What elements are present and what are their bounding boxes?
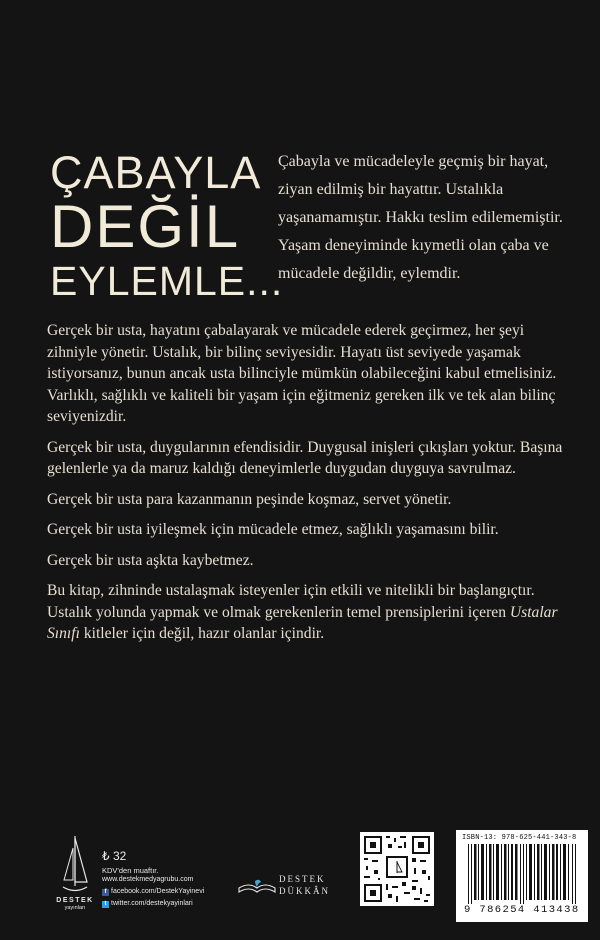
destek-publisher-logo (50, 834, 100, 932)
back-cover-footer (0, 820, 600, 940)
publisher-brand: DESTEK (56, 897, 94, 904)
twitter-link[interactable] (102, 898, 204, 910)
facebook-icon: f (102, 889, 109, 896)
price: ₺ 32 (102, 849, 127, 863)
isbn-label: ISBN-13: 978-625-441-343-8 (462, 834, 577, 842)
facebook-text: facebook.com/DestekYayinevi (111, 888, 205, 895)
barcode-bars (464, 844, 580, 904)
blurb-body (47, 320, 567, 654)
blurb-paragraph-4: Gerçek bir usta iyileşmek için mücadele etmez, sağlıklı yaşamasını bilir. (47, 521, 499, 538)
destek-dukkan-logo (237, 872, 333, 902)
blurb-paragraph-2: Gerçek bir usta, duygularının efendisidir. Duygusal inişleri çıkışları yoktur. Başına gelenlerle ya da maruz kaldığı deneyimlerle duygudan duyguya savrulmaz. (47, 438, 563, 477)
website-text: www.destekmedyagrubu.com (102, 876, 194, 883)
tax-note: KDV'den muaftır. (102, 866, 159, 875)
facebook-link[interactable] (102, 886, 204, 898)
blurb-paragraph-1: Gerçek bir usta, hayatını çabalayarak ve mücadele ederek geçirmez, her şeyi zihniyle yönetir. Ustalık, bir bilinç seviyesidir. Hayatı üst seviyede yaşamak istiyorsanız, bunun ancak usta bilinciyle mümkün olabileceğini kabul etmelisiniz. Varlıklı, sağlıklı ve kaliteli bir yaşam için eğitmeniz gereken ilk ve tek alan bilinç seviyenizdir. (47, 322, 557, 425)
dukkan-line-2: DÜKKÂN (279, 886, 330, 896)
blurb-p6-text-after: kitleler için değil, hazır olanlar içindir. (79, 625, 325, 642)
twitter-icon: t (102, 901, 109, 908)
headline-line-1: ÇABAYLA (50, 147, 262, 198)
blurb-paragraph-3: Gerçek bir usta para kazanmanın peşinde koşmaz, servet yönetir. (47, 490, 452, 508)
sailboat-icon (60, 834, 90, 896)
publisher-subtitle: yayınları (64, 905, 86, 911)
isbn-barcode (456, 830, 588, 922)
qr-code (360, 832, 434, 906)
dukkan-line-1: DESTEK (279, 874, 326, 884)
blurb-paragraph-5: Gerçek bir usta aşkta kaybetmez. (47, 551, 254, 569)
headline-line-2: DEĞİL (50, 193, 241, 260)
blurb-p6-text-before: Bu kitap, zihninde ustalaşmak isteyenler için etkili ve nitelikli bir başlangıçtır. Ustalık yolunda yapmak ve olmak gerekenlerin temel prensiplerini içeren (47, 582, 535, 621)
headline-line-3: EYLEMLE... (50, 258, 284, 304)
open-book-icon (237, 878, 277, 896)
cover-headline (50, 147, 284, 304)
blurb-paragraph-6 (47, 580, 567, 645)
website-link[interactable] (102, 874, 204, 886)
publisher-links (102, 874, 204, 910)
book-title-italic: Ustalar Sınıfı (47, 603, 558, 642)
price-block (102, 847, 158, 875)
barcode-number: 9 786254 413438 (464, 904, 580, 916)
twitter-text: twitter.com/destekyayinlari (111, 900, 193, 907)
intro-paragraph: Çabayla ve mücadeleyle geçmiş bir hayat, ziyan edilmiş bir hayattır. Ustalıkla yaşanamamıştır. Hakkı teslim edilememiştir. Yaşam deneyiminde kıymetli olan çaba ve mücadele değildir, eylemdir. (278, 153, 563, 282)
